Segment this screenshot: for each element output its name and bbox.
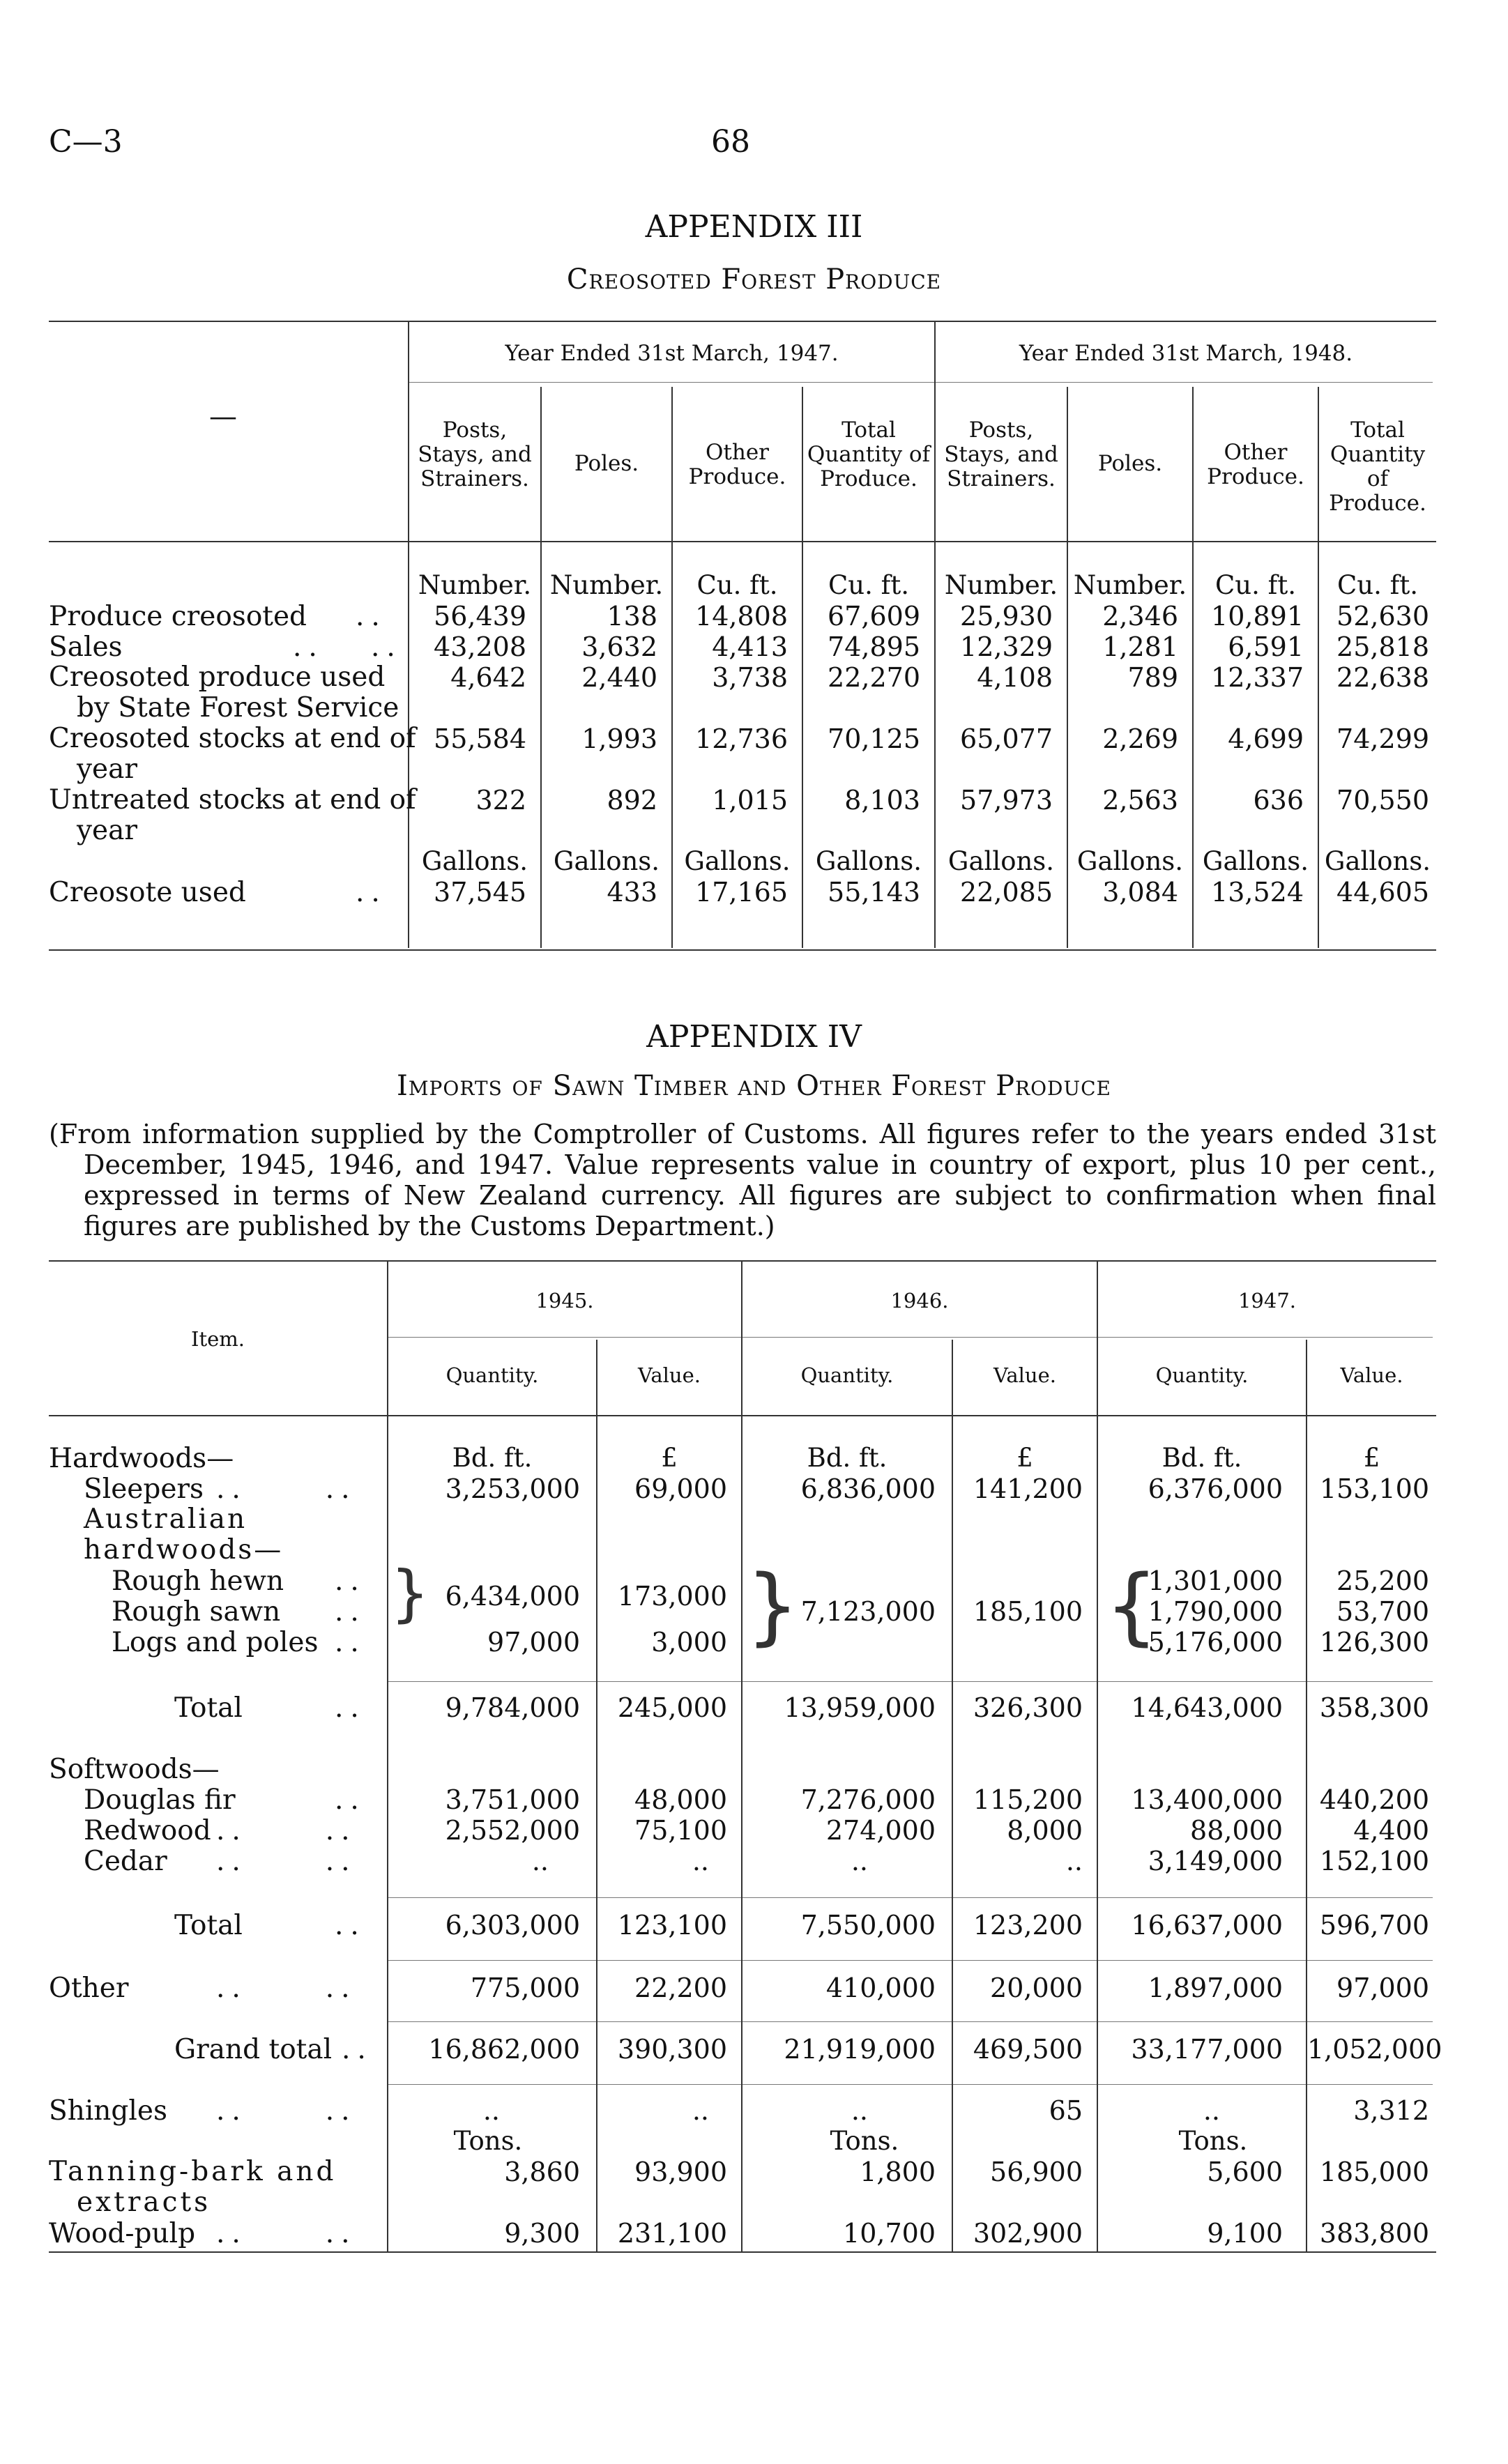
item-header: Item. [191,1327,245,1351]
table-cell: 6,434,000 [445,1581,580,1612]
unit-label: Gallons. [1324,846,1431,876]
table-rule [49,321,1436,322]
unit-label: Cu. ft. [696,570,778,600]
table-cell: .. [1203,2095,1220,2126]
table-cell: 245,000 [617,1692,727,1723]
row-label: Sleepers [84,1474,204,1505]
table-cell: 43,208 [434,632,526,662]
unit-label: £ [661,1443,678,1473]
table-cell: 12,329 [960,632,1053,662]
column-header: Total Quantity of Produce. [1329,418,1426,516]
table-cell: 93,900 [634,2157,727,2187]
table-cell: 7,550,000 [800,1910,936,1941]
leader-dots: .. [356,877,387,908]
table-cell: 75,100 [634,1815,727,1846]
leader-dots: .. [335,1596,366,1628]
leader-dots: .. .. [293,632,402,663]
table-rule [387,2084,1433,2085]
table-cell: 2,552,000 [445,1815,580,1846]
table-cell: 8,000 [1007,1815,1083,1846]
table-rule [387,1337,1433,1338]
table-cell: .. [851,1846,868,1876]
table-cell: 37,545 [434,877,526,908]
table-cell: 3,751,000 [445,1784,580,1815]
table-cell: 25,818 [1336,632,1429,662]
table-rule [387,1897,1433,1898]
table-cell: 3,084 [1102,877,1178,908]
table-cell: .. [692,1846,709,1876]
table-rule [49,949,1436,951]
table-cell: 22,085 [960,877,1053,908]
table-cell: 9,100 [1207,2218,1283,2249]
table-cell: 10,700 [843,2218,936,2249]
leader-dots: .. [335,1784,366,1816]
unit-label: Gallons. [1076,846,1184,876]
appendix3-title: APPENDIX III [645,209,863,245]
value-header: Value. [993,1363,1056,1387]
table-cell: 6,836,000 [800,1474,936,1504]
table-cell: 4,699 [1228,724,1304,754]
table-cell: 16,862,000 [428,2034,580,2065]
table-cell: 1,800 [860,2157,936,2187]
appendix4-title: APPENDIX IV [646,1019,862,1055]
quantity-header: Quantity. [1155,1363,1249,1387]
table-cell: 636 [1253,785,1304,816]
table-cell: 9,784,000 [445,1692,580,1723]
value-header: Value. [638,1363,701,1387]
appendix3-subtitle: Creosoted Forest Produce [566,263,942,296]
row-label: Creosote used [49,877,246,908]
table-cell: 67,609 [828,601,920,632]
year-header: 1947. [1237,1289,1297,1313]
unit-label: Number. [944,570,1058,600]
table-cell: 1,897,000 [1148,1973,1283,2003]
unit-label: Bd. ft. [1162,1443,1242,1473]
table-cell: 16,637,000 [1131,1910,1283,1941]
table-cell: 123,200 [973,1910,1083,1941]
table-cell: 25,930 [960,601,1053,632]
table-cell: .. [692,2095,709,2126]
table-cell: 22,200 [634,1973,727,2003]
table-cell: 4,400 [1353,1815,1429,1846]
table-cell: 21,919,000 [784,2034,936,2065]
appendix4-note: (From information supplied by the Comptroller of Customs. All figures refer to the years ended 31st December, 1945, 1946, and 1947. Value represents value in country of export, plus 10 per cent., expressed in terms of New Zealand currency. All figures are subject to confirmation when final figures are published by the Customs Department.) [49,1119,1436,1241]
year-header-1947: Year Ended 31st March, 1947. [505,341,839,366]
unit-label: Cu. ft. [828,570,909,600]
leader-dots: .. [342,2034,373,2065]
unit-label: Number. [549,570,664,600]
leader-dots: .. .. [216,2218,357,2249]
table-cell: 55,143 [828,877,920,908]
table-cell: 14,643,000 [1131,1692,1283,1723]
row-label: Shingles [49,2095,167,2127]
table-cell: 20,000 [990,1973,1083,2003]
table-cell: 65 [1049,2095,1083,2126]
table-cell: 9,300 [504,2218,580,2249]
table-cell: 115,200 [973,1784,1083,1815]
table-cell: 48,000 [634,1784,727,1815]
table-cell: 789 [1127,662,1178,693]
table-cell: 8,103 [844,785,920,816]
right-brace-icon: } [390,1557,429,1629]
hardwoods-heading: Hardwoods— [49,1443,234,1474]
table-cell: 10,891 [1211,601,1304,632]
leader-dots: .. [356,601,387,632]
table-cell: 1,052,000 [1307,2034,1442,2065]
total-label: Total [174,1910,243,1941]
leader-dots: .. .. [216,1973,357,2004]
table-cell: 231,100 [617,2218,727,2249]
column-header: Poles. [1097,451,1163,476]
table-cell: 74,895 [828,632,920,662]
table-cell: 3,000 [651,1627,727,1658]
table-cell: .. [531,1846,549,1876]
table-cell: 6,376,000 [1148,1474,1283,1504]
table-cell: 13,400,000 [1131,1784,1283,1815]
table-cell: 4,413 [712,632,788,662]
table-cell: 65,077 [960,724,1053,754]
row-label: Untreated stocks at end of year [49,784,416,846]
page-number: 68 [711,124,750,160]
unit-label: Tons. [453,2126,523,2156]
leader-dots: .. .. [216,1474,357,1505]
row-label: Creosoted stocks at end of year [49,723,416,785]
softwoods-heading: Softwoods— [49,1754,220,1785]
unit-label: £ [1016,1443,1033,1473]
leader-dots: .. [335,1566,366,1597]
row-label: Other [49,1973,129,2004]
table-cell: .. [1065,1846,1083,1876]
table-cell: 57,973 [960,785,1053,816]
unit-label: Gallons. [684,846,791,876]
year-header-1948: Year Ended 31st March, 1948. [1019,341,1353,366]
table-cell: 123,100 [617,1910,727,1941]
table-cell: 52,630 [1336,601,1429,632]
unit-label: £ [1363,1443,1380,1473]
unit-label: Gallons. [553,846,660,876]
year-header: 1945. [535,1289,594,1313]
row-label: Sales [49,632,123,663]
unit-label: Gallons. [947,846,1055,876]
table-cell: 469,500 [973,2034,1083,2065]
table-cell: 5,600 [1207,2157,1283,2187]
table-cell: 4,642 [450,662,526,693]
table-cell: 1,790,000 [1148,1596,1283,1627]
table-cell: 6,303,000 [445,1910,580,1941]
unit-label: Gallons. [815,846,922,876]
left-brace-icon: { [1105,1558,1159,1655]
table-cell: 88,000 [1190,1815,1283,1846]
table-rule [49,1260,1436,1262]
table-cell: 74,299 [1336,724,1429,754]
table-cell: 3,149,000 [1148,1846,1283,1876]
table-cell: 1,281 [1102,632,1178,662]
table-cell: 596,700 [1319,1910,1429,1941]
value-header: Value. [1340,1363,1403,1387]
table-cell: 892 [607,785,657,816]
row-label: Redwood [84,1815,211,1846]
table-cell: 440,200 [1319,1784,1429,1815]
table-cell: 55,584 [434,724,526,754]
table-cell: 185,000 [1319,2157,1429,2187]
row-label: Cedar [84,1846,167,1877]
column-header: Other Produce. [688,440,786,489]
table-rule [387,1681,1433,1682]
table-cell: 3,860 [504,2157,580,2187]
appendix4-subtitle: Imports of Sawn Timber and Other Forest Produce [397,1070,1111,1102]
row-label: Produce creosoted [49,601,307,632]
year-header: 1946. [890,1289,949,1313]
table-rule [408,382,1433,383]
table-cell: 7,123,000 [800,1596,936,1627]
column-header: Total Quantity of Produce. [807,418,931,491]
table-cell: 3,253,000 [445,1474,580,1504]
table-cell: 12,337 [1211,662,1304,693]
unit-label: Tons. [1178,2126,1248,2156]
unit-label: Gallons. [1202,846,1309,876]
page-ref: C—3 [49,124,123,160]
table-rule [49,1415,1436,1416]
total-label: Grand total [174,2034,333,2065]
unit-label: Cu. ft. [1337,570,1418,600]
quantity-header: Quantity. [800,1363,894,1387]
table-cell: 3,632 [581,632,657,662]
table-cell: 322 [475,785,526,816]
table-cell: 433 [607,877,657,908]
table-cell: 12,736 [695,724,788,754]
leader-dots: .. [335,1627,366,1658]
table-cell: 153,100 [1319,1474,1429,1504]
table-cell: 775,000 [470,1973,580,2003]
right-brace-icon: } [746,1558,800,1655]
table-cell: 1,015 [712,785,788,816]
table-cell: 13,959,000 [784,1692,936,1723]
table-cell: 56,439 [434,601,526,632]
leader-dots: .. .. [216,1846,357,1877]
table-cell: 390,300 [617,2034,727,2065]
table-cell: 22,638 [1336,662,1429,693]
table-cell: 1,301,000 [1148,1566,1283,1596]
table-cell: 326,300 [973,1692,1083,1723]
table-cell: 141,200 [973,1474,1083,1504]
table-cell: .. [482,2095,500,2126]
unit-label: Bd. ft. [807,1443,888,1473]
table-cell: .. [851,2095,868,2126]
table-rule [387,1960,1433,1961]
table-cell: 138 [607,601,657,632]
table-cell: 4,108 [977,662,1053,693]
unit-label: Number. [1073,570,1187,600]
table-rule [387,2021,1433,2022]
unit-label: Bd. ft. [452,1443,533,1473]
quantity-header: Quantity. [445,1363,539,1387]
leader-dots: .. .. [216,2095,357,2127]
table-cell: 3,738 [712,662,788,693]
table-cell: 383,800 [1319,2218,1429,2249]
table-cell: 14,808 [695,601,788,632]
table-cell: 302,900 [973,2218,1083,2249]
table-rule [49,541,1436,542]
table-cell: 2,269 [1102,724,1178,754]
table-cell: 2,563 [1102,785,1178,816]
table-cell: 274,000 [825,1815,936,1846]
row-label: Douglas fir [84,1784,236,1816]
row-label: Tanning-bark and extracts [49,2156,337,2218]
table-cell: 3,312 [1353,2095,1429,2126]
table-cell: 44,605 [1336,877,1429,908]
table-cell: 1,993 [581,724,657,754]
total-label: Total [174,1692,243,1724]
table-cell: 69,000 [634,1474,727,1504]
table-cell: 358,300 [1319,1692,1429,1723]
unit-label: Number. [418,570,532,600]
table-cell: 2,440 [581,662,657,693]
table-cell: 185,100 [973,1596,1083,1627]
table-cell: 53,700 [1336,1596,1429,1627]
unit-label: Cu. ft. [1215,570,1296,600]
table-cell: 6,591 [1228,632,1304,662]
leader-dots: .. [335,1692,366,1724]
australian-heading: Australian hardwoods— [84,1503,284,1566]
table-cell: 70,125 [828,724,920,754]
table-cell: 410,000 [825,1973,936,2003]
corner-dash: — [209,401,237,433]
row-label: Logs and poles [112,1627,319,1658]
table-cell: 2,346 [1102,601,1178,632]
column-header: Posts, Stays, and Strainers. [418,418,532,491]
unit-label: Tons. [830,2126,899,2156]
table-cell: 70,550 [1336,785,1429,816]
table-cell: 97,000 [487,1627,580,1658]
table-cell: 56,900 [990,2157,1083,2187]
row-label: Wood-pulp [49,2218,196,2249]
unit-label: Gallons. [421,846,528,876]
table-cell: 13,524 [1211,877,1304,908]
column-header: Other Produce. [1207,440,1304,489]
row-label: Rough hewn [112,1566,284,1597]
table-cell: 22,270 [828,662,920,693]
leader-dots: .. [335,1910,366,1941]
leader-dots: .. .. [216,1815,357,1846]
table-cell: 17,165 [695,877,788,908]
column-header: Posts, Stays, and Strainers. [944,418,1058,491]
table-cell: 5,176,000 [1148,1627,1283,1658]
table-cell: 7,276,000 [800,1784,936,1815]
table-cell: 33,177,000 [1131,2034,1283,2065]
column-header: Poles. [574,451,639,476]
table-cell: 173,000 [617,1581,727,1612]
row-label: Creosoted produce used by State Forest Service [49,661,399,724]
table-cell: 152,100 [1319,1846,1429,1876]
row-label: Rough sawn [112,1596,281,1628]
table-cell: 25,200 [1336,1566,1429,1596]
table-rule [49,2251,1436,2253]
table-cell: 97,000 [1336,1973,1429,2003]
table-cell: 126,300 [1319,1627,1429,1658]
